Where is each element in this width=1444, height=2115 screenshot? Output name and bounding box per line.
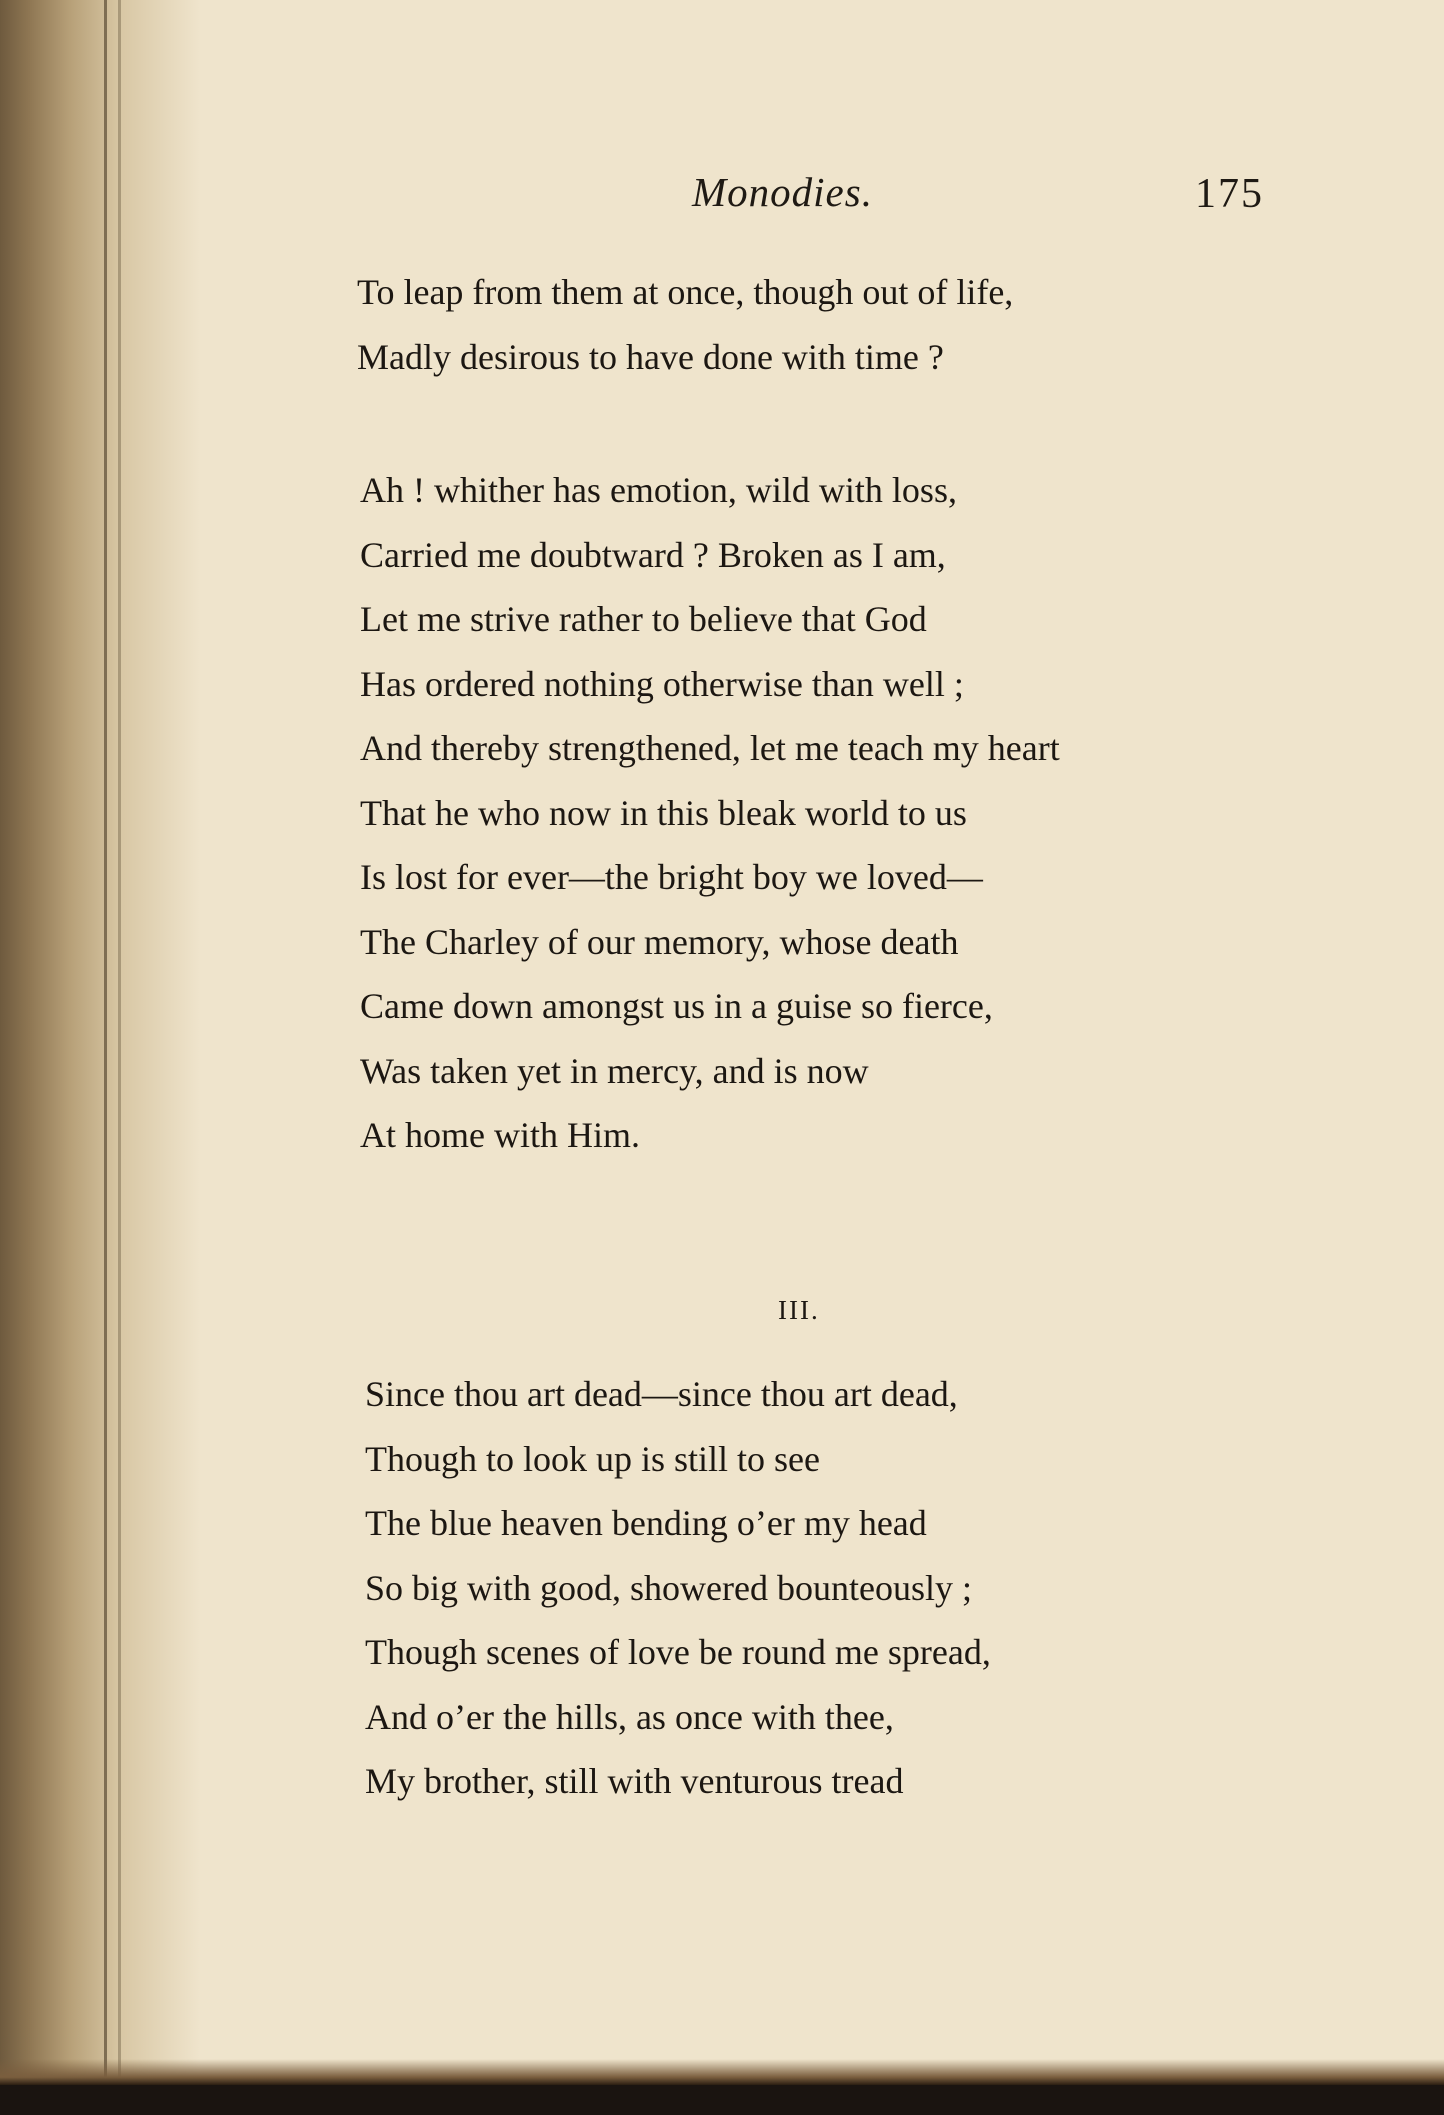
verse-line: Was taken yet in mercy, and is now [360, 1050, 869, 1091]
gutter-shadow [0, 0, 200, 2085]
verse-line: The Charley of our memory, whose death [360, 921, 959, 962]
verse-line: Though scenes of love be round me spread, [365, 1632, 991, 1672]
verse-line: Though to look up is still to see [365, 1438, 820, 1479]
stanza-continuation [357, 260, 1013, 389]
verse-line: At home with Him. [360, 1115, 640, 1155]
section-numeral: III. [778, 1295, 820, 1325]
verse-line: That he who now in this bleak world to us [360, 792, 967, 833]
verse-line: Let me strive rather to believe that God [360, 599, 927, 639]
verse-line: So big with good, showered bounteously ; [365, 1567, 972, 1608]
verse-line: And o’er the hills, as once with thee, [365, 1696, 894, 1737]
running-header-title: Monodies. [692, 169, 873, 215]
verse-line: Came down amongst us in a guise so fierce, [360, 986, 993, 1026]
verse-line: The blue heaven bending o’er my head [365, 1503, 927, 1543]
verse-line: Has ordered nothing otherwise than well ; [360, 663, 964, 704]
verse-line: To leap from them at once, though out of life, [357, 272, 1014, 312]
page-number: 175 [1195, 171, 1264, 217]
page-bottom-edge [0, 2059, 1444, 2085]
stanza [365, 1362, 991, 1814]
gutter-crease [104, 0, 107, 2085]
stanza [360, 458, 1060, 1168]
verse-line: Carried me doubtward ? Broken as I am, [360, 534, 946, 575]
verse-line: My brother, still with venturous tread [365, 1761, 904, 1801]
verse-line: Ah ! whither has emotion, wild with loss, [360, 470, 957, 510]
verse-line: Since thou art dead—since thou art dead, [365, 1374, 958, 1414]
gutter-crease-secondary [118, 0, 121, 2085]
verse-line: Is lost for ever—the bright boy we loved— [360, 857, 983, 897]
verse-line: Madly desirous to have done with time ? [357, 336, 944, 377]
verse-line: And thereby strengthened, let me teach my heart [360, 728, 1060, 768]
